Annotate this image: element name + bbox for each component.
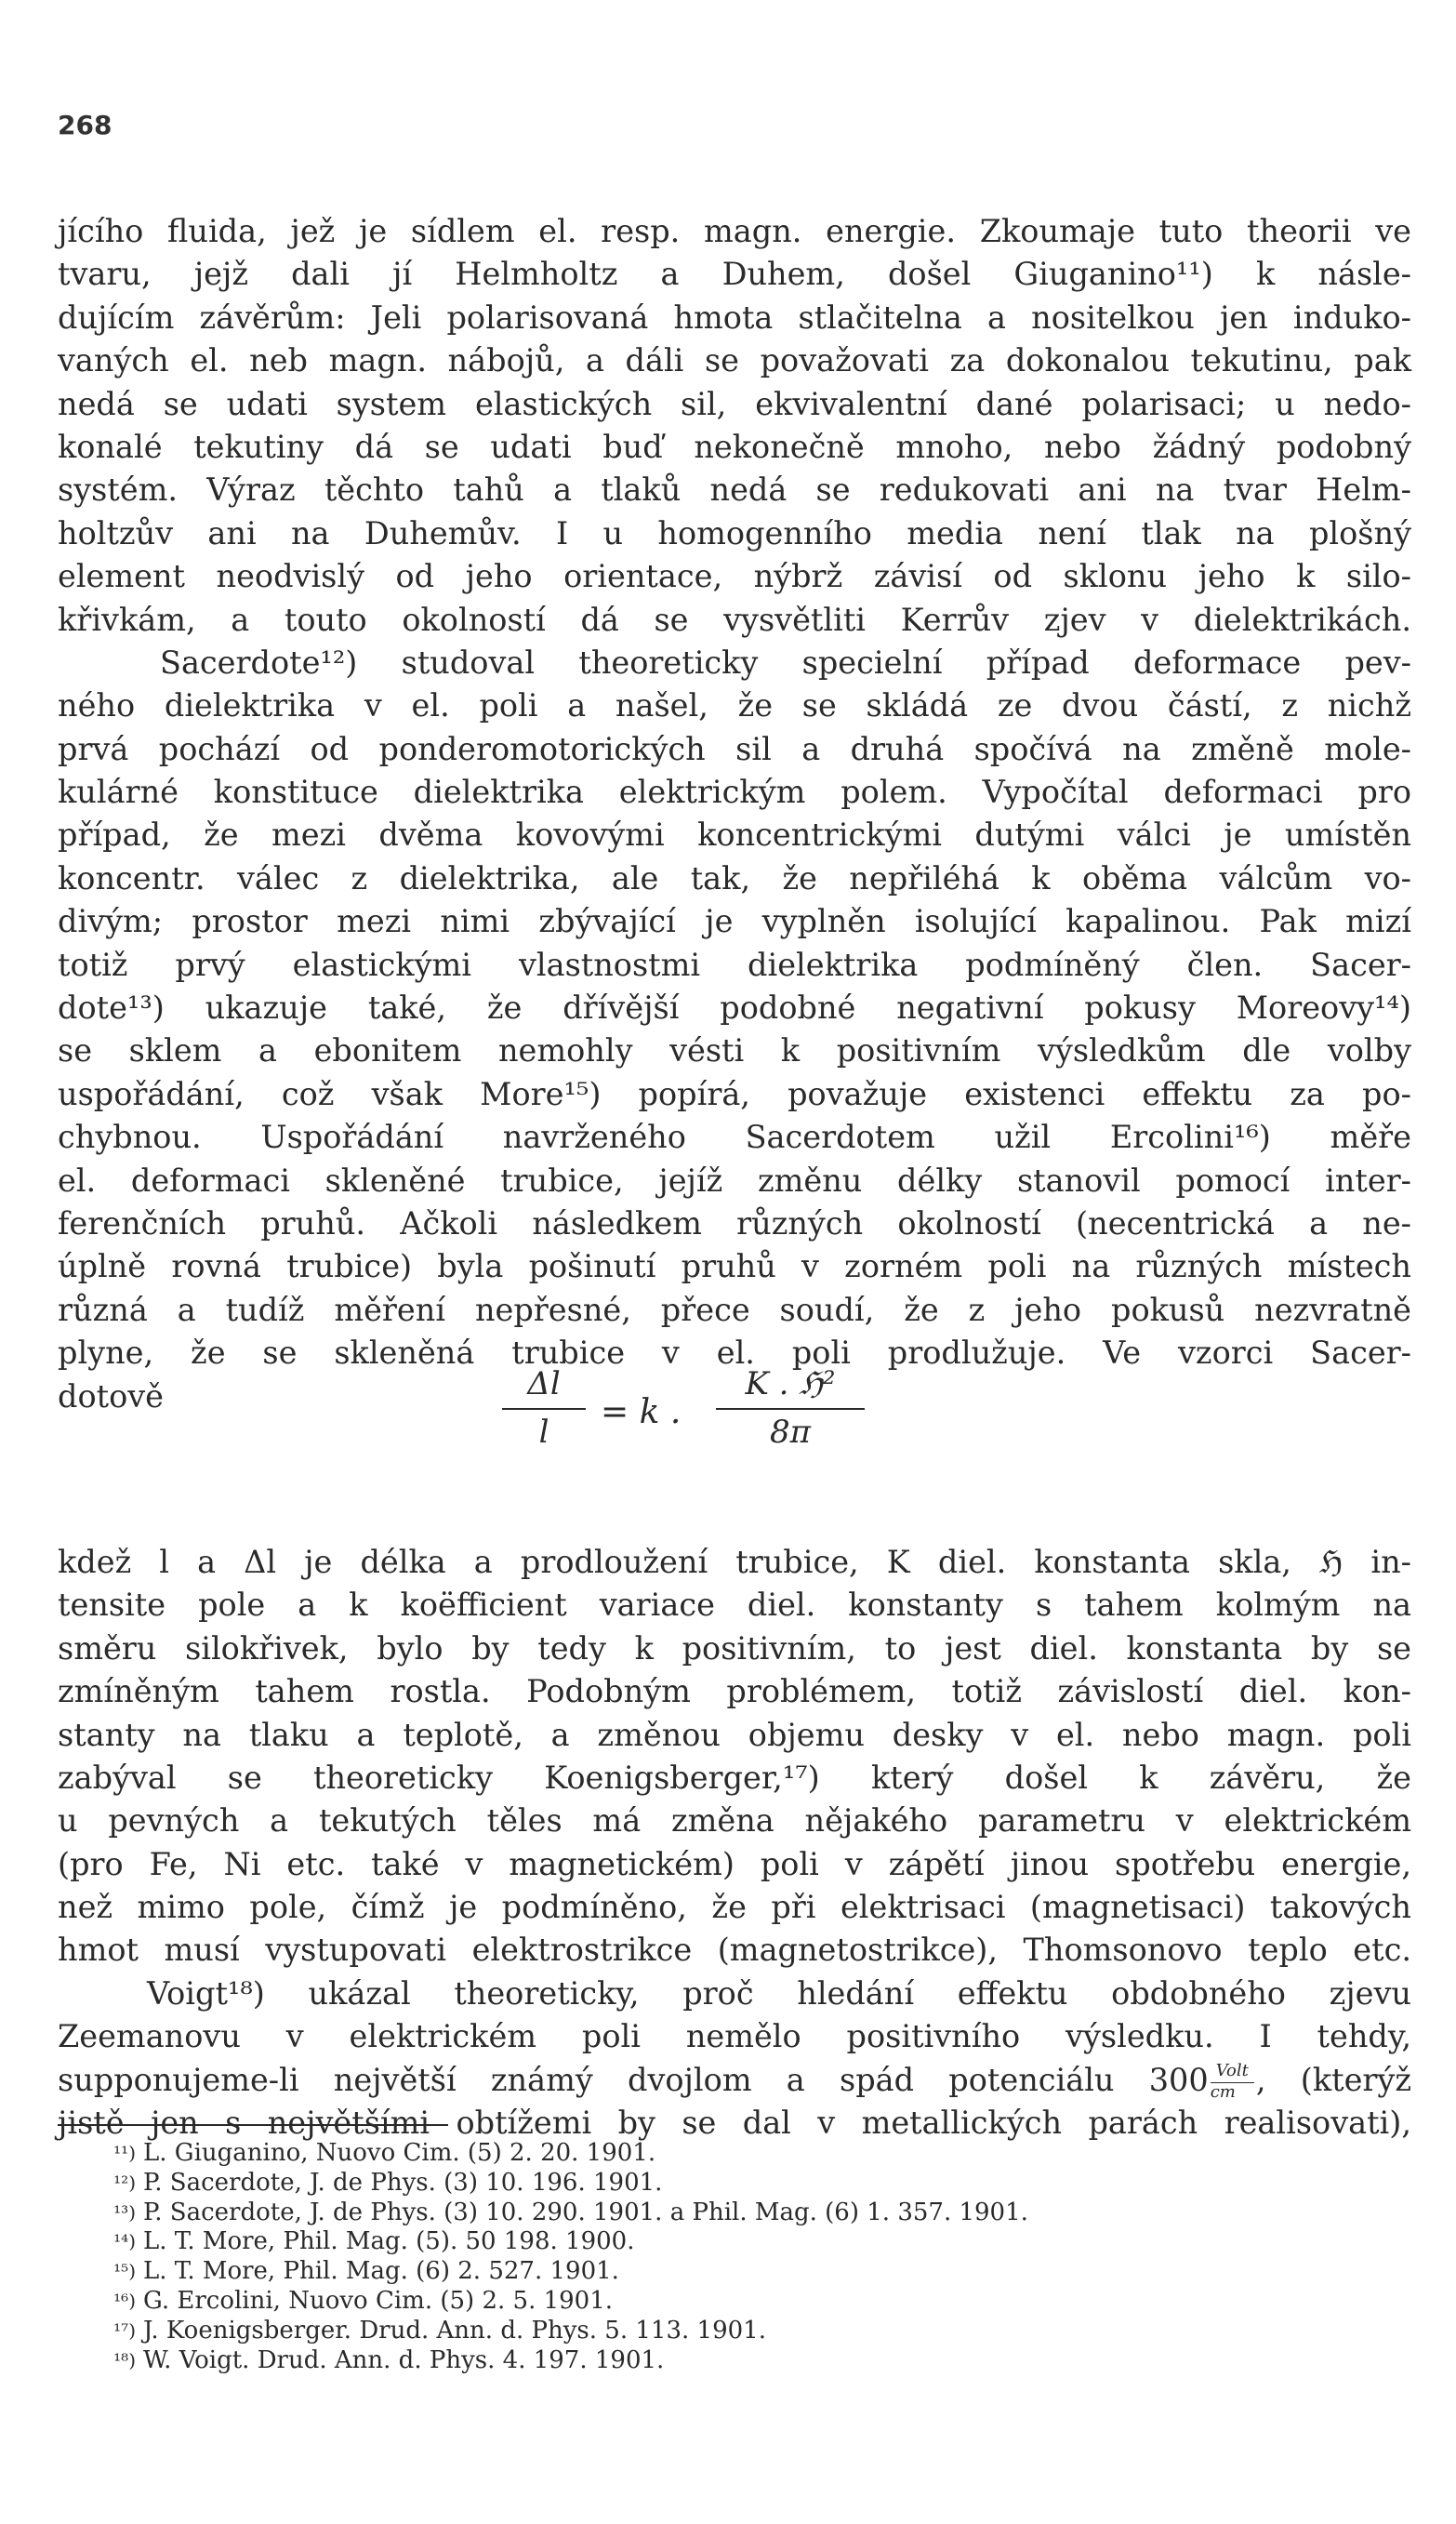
- text-line: zmíněným tahem rostla. Podobným problémem, totiž závislostí diel. kon-: [58, 1673, 1411, 1710]
- text-line: totiž prvý elastickými vlastnostmi dielektrika podmíněný člen. Sacer-: [58, 946, 1411, 983]
- lhs-denominator: l: [538, 1414, 549, 1451]
- footnote: [58, 2139, 1411, 2169]
- equals-sign: = k .: [601, 1393, 682, 1431]
- text-line: úplně rovná trubice) byla pošinutí pruhů v zorném poli na různých místech: [58, 1248, 1411, 1285]
- text-line: plyne, že se skleněná trubice v el. poli prodlužuje. Ve vzorci Sacer-: [58, 1335, 1411, 1372]
- volt-per-cm-fraction: [1211, 2062, 1254, 2102]
- text-fragment: , (kterýž: [1255, 2061, 1411, 2098]
- text-line: dotově: [58, 1377, 164, 1415]
- text-line: u pevných a tekutých těles má změna nějakého parametru v elektrickém: [58, 1802, 1411, 1840]
- text-line: holtzův ani na Duhemův. I u homogenního media není tlak na plošný: [58, 514, 1411, 551]
- footnote-mark: ¹⁸): [113, 2348, 136, 2371]
- text-line: křivkám, a touto okolností dá se vysvětliti Kerrův zjev v dielektrikách.: [58, 601, 1411, 638]
- text-line: případ, že mezi dvěma kovovými koncentrickými dutými válci je umístěn: [58, 817, 1411, 854]
- unit-numerator: Volt: [1211, 2062, 1254, 2083]
- footnote-text: L. T. More, Phil. Mag. (6) 2. 527. 1901.: [143, 2257, 619, 2286]
- text-fragment: supponujeme-li největší známý dvojlom a spád potenciálu 300: [58, 2061, 1209, 2098]
- rhs-denominator: 8π: [770, 1414, 811, 1451]
- text-line: kulárné konstituce dielektrika elektrickým polem. Vypočítal deformaci pro: [58, 774, 1411, 811]
- text-line: prvá pochází od ponderomotorických sil a druhá spočívá na změně mole-: [58, 730, 1411, 767]
- text-line: element neodvislý od jeho orientace, nýbrž závisí od sklonu jeho k silo-: [58, 558, 1411, 595]
- footnote-rule: [58, 2124, 448, 2126]
- text-line: tensite pole a k koëfficient variace diel. konstanty s tahem kolmým na: [58, 1587, 1411, 1624]
- text-line: systém. Výraz těchto tahů a tlaků nedá se redukovati ani na tvar Helm-: [58, 472, 1411, 509]
- text-line: různá a tudíž měření nepřesné, přece soudí, že z jeho pokusů nezvratně: [58, 1291, 1411, 1328]
- footnote: [58, 2169, 1411, 2199]
- footnote-mark: ¹⁵): [113, 2260, 136, 2283]
- rhs-fraction: [716, 1365, 865, 1451]
- text-line: Zeemanovu v elektrickém poli nemělo positivního výsledku. I tehdy,: [58, 2018, 1411, 2055]
- text-line: uspořádání, což však More¹⁵) popírá, považuje existenci effektu za po-: [58, 1075, 1411, 1112]
- text-line: zabýval se theoreticky Koenigsberger,¹⁷) který došel k závěru, že: [58, 1759, 1411, 1796]
- text-line: hmot musí vystupovati elektrostrikce (magnetostrikce), Thomsonovo teplo etc.: [58, 1932, 1411, 1969]
- rhs-numerator: K . ℌ²: [716, 1365, 865, 1410]
- text-line: kdež l a Δl je délka a prodloužení trubice, K diel. konstanta skla, ℌ in-: [58, 1543, 1411, 1580]
- text-line: se sklem a ebonitem nemohly vésti k positivním výsledkům dle volby: [58, 1032, 1411, 1069]
- text-line: dujícím závěrům: Jeli polarisovaná hmota stlačitelna a nositelkou jen induko-: [58, 299, 1411, 336]
- unit-denominator: cm: [1210, 2082, 1236, 2103]
- footnote: [58, 2346, 1411, 2376]
- body-text: [58, 210, 1411, 2145]
- page-number: 268: [58, 110, 113, 140]
- text-line: ného dielektrika v el. poli a našel, že se skládá ze dvou částí, z nichž: [58, 687, 1411, 724]
- text-line: jistě jen s největšími obtížemi by se dal v metallických parách realisovati),: [58, 2105, 1411, 2142]
- text-line: Voigt¹⁸) ukázal theoreticky, proč hledání effektu obdobného zjevu: [147, 1974, 1411, 2012]
- lhs-numerator: Δl: [502, 1365, 586, 1410]
- text-line: konalé tekutiny dá se udati buď nekonečně mnoho, nebo žádný podobný: [58, 428, 1411, 465]
- footnote: [58, 2287, 1411, 2317]
- text-line: koncentr. válec z dielektrika, ale tak, že nepřiléhá k oběma válcům vo-: [58, 859, 1411, 897]
- footnote-mark: ¹⁶): [113, 2289, 136, 2312]
- footnote-mark: ¹¹): [113, 2142, 136, 2164]
- equation: [502, 1365, 930, 1468]
- footnote-mark: ¹²): [113, 2171, 136, 2194]
- footnote-text: P. Sacerdote, J. de Phys. (3) 10. 290. 1901. a Phil. Mag. (6) 1. 357. 1901.: [143, 2198, 1028, 2226]
- text-line: tvaru, jejž dali jí Helmholtz a Duhem, došel Giuganino¹¹) k násle-: [58, 256, 1411, 293]
- footnote: [58, 2227, 1411, 2257]
- footnote-text: W. Voigt. Drud. Ann. d. Phys. 4. 197. 1901.: [143, 2345, 665, 2374]
- text-line: vaných el. neb magn. nábojů, a dáli se považovati za dokonalou tekutinu, pak: [58, 342, 1411, 379]
- text-line: chybnou. Uspořádání navrženého Sacerdotem užil Ercolini¹⁶) měře: [58, 1119, 1411, 1156]
- footnote-text: L. T. More, Phil. Mag. (5). 50 198. 1900.: [143, 2227, 635, 2256]
- footnote: [58, 2199, 1411, 2228]
- footnotes: [58, 2139, 1411, 2375]
- footnote-text: J. Koenigsberger. Drud. Ann. d. Phys. 5. 113. 1901.: [143, 2316, 766, 2345]
- footnote-text: L. Giuganino, Nuovo Cim. (5) 2. 20. 1901.: [143, 2139, 656, 2167]
- text-line: nedá se udati system elastických sil, ekvivalentní dané polarisaci; u nedo-: [58, 385, 1411, 422]
- footnote: [58, 2257, 1411, 2287]
- text-line-with-unit: [58, 2059, 1411, 2102]
- text-line: (pro Fe, Ni etc. také v magnetickém) poli v zápětí jinou spotřebu energie,: [58, 1845, 1411, 1882]
- text-line: než mimo pole, čímž je podmíněno, že při elektrisaci (magnetisaci) takových: [58, 1889, 1411, 1926]
- text-line: ferenčních pruhů. Ačkoli následkem různých okolností (necentrická a ne-: [58, 1204, 1411, 1242]
- text-line: směru silokřivek, bylo by tedy k positivním, to jest diel. konstanta by se: [58, 1629, 1411, 1667]
- footnote-mark: ¹⁷): [113, 2318, 136, 2342]
- text-line: Sacerdote¹²) studoval theoreticky specielní případ deformace pev-: [160, 644, 1411, 681]
- footnote: [58, 2317, 1411, 2346]
- footnote-mark: ¹³): [113, 2200, 136, 2224]
- footnote-mark: ¹⁴): [113, 2230, 136, 2253]
- text-line: jícího fluida, jež je sídlem el. resp. magn. energie. Zkoumaje tuto theorii ve: [58, 213, 1411, 249]
- footnote-text: G. Ercolini, Nuovo Cim. (5) 2. 5. 1901.: [143, 2286, 614, 2315]
- footnote-text: P. Sacerdote, J. de Phys. (3) 10. 196. 1901.: [143, 2168, 663, 2197]
- lhs-fraction: [502, 1365, 586, 1451]
- text-line: dote¹³) ukazuje také, že dřívější podobné negativní pokusy Moreovy¹⁴): [58, 990, 1411, 1027]
- text-line: el. deformaci skleněné trubice, jejíž změnu délky stanovil pomocí inter-: [58, 1162, 1411, 1199]
- text-line: stanty na tlaku a teplotě, a změnou objemu desky v el. nebo magn. poli: [58, 1716, 1411, 1753]
- text-line: divým; prostor mezi nimi zbývající je vyplněn isolující kapalinou. Pak mizí: [58, 903, 1411, 940]
